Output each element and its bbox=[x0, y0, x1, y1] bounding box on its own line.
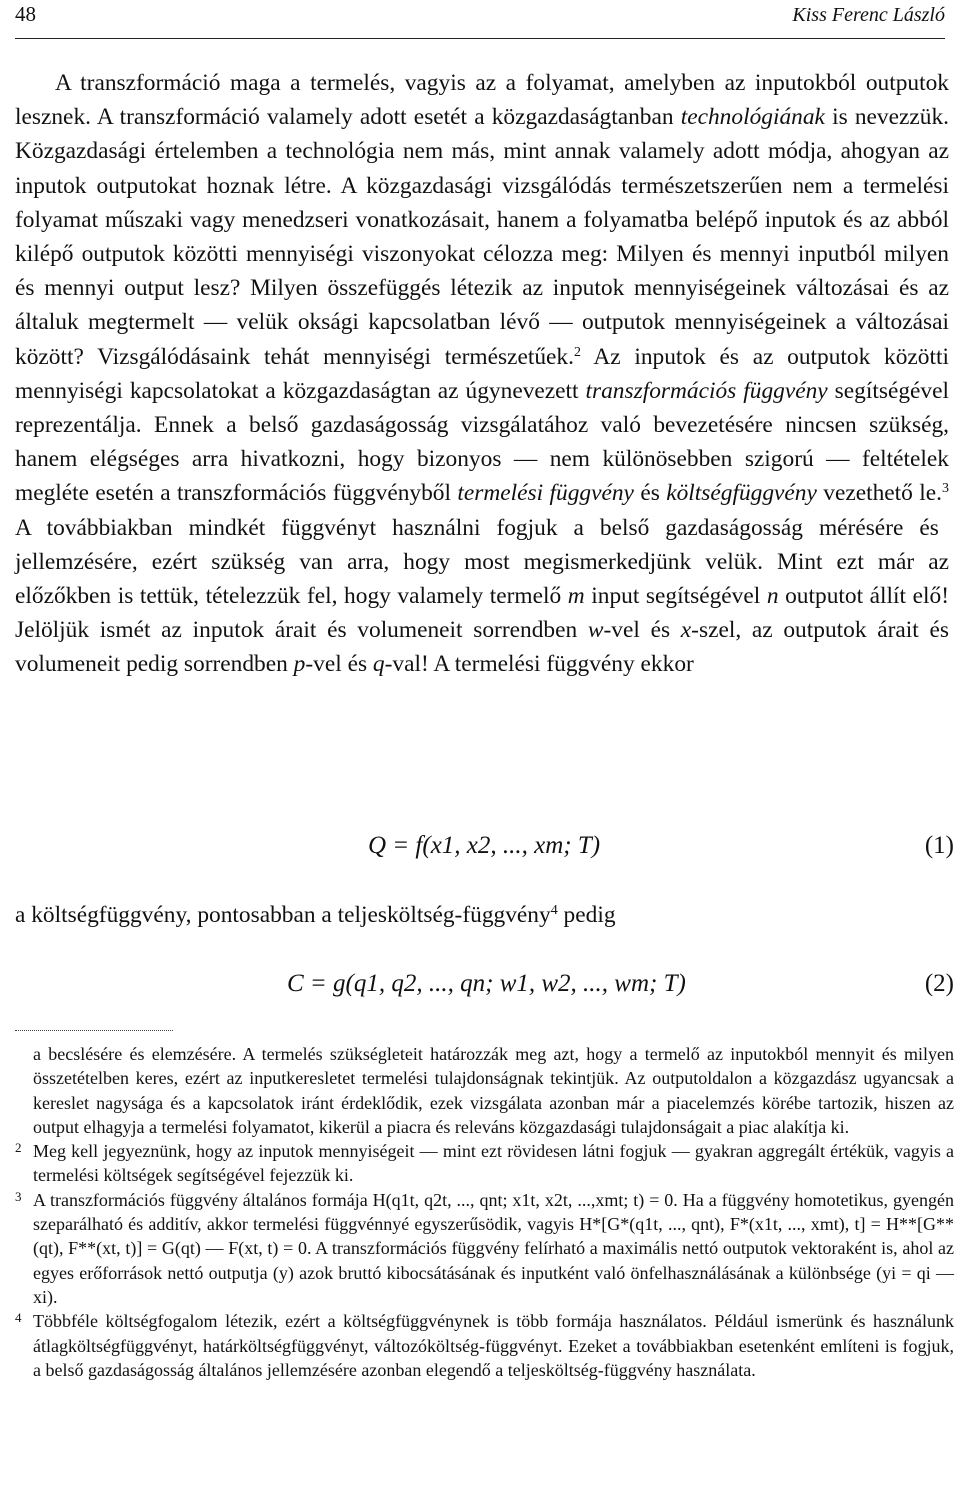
footnote-2 bbox=[15, 1139, 954, 1188]
interequation-text bbox=[15, 902, 949, 929]
paragraph bbox=[15, 66, 949, 682]
footnote-text: Többféle költségfogalom létezik, ezért a költségfüggvénynek is több formája használatos. Például ismerünk és használunk átlagköltségfüggvényt, határköltségfüggvényt, változóköltség-függvényt. Ezeket a továbbiakban esetenként említeni is fogjuk, a belső gazdaságosság általános jellemzésére azonban elegendő a teljesköltség-függvény használata. bbox=[33, 1311, 954, 1380]
equation-1 bbox=[15, 832, 954, 872]
italic-symbol: m bbox=[567, 583, 585, 610]
running-header bbox=[15, 0, 945, 39]
text-run: -szel, az outputok árait és volumeneit pedig sorrendben bbox=[15, 617, 949, 678]
text-run: a költségfüggvény, pontosabban a teljesköltség-függvény bbox=[15, 902, 551, 928]
footnote-mark: 2 bbox=[15, 1140, 22, 1156]
text-run: A továbbiakban mindkét függvényt használni fogjuk a belső gazdaságosság mérésére és jellemzésére, ezért szükség van arra, hogy most megismerkedjünk velük. Mint ezt már az előzőkben is tettük, tételezzük fel, hogy valamely termelő bbox=[15, 514, 949, 610]
equation-expression: C = g(q1, q2, ..., qn; w1, w2, ..., wm; T) bbox=[287, 970, 686, 997]
footnote-ref[interactable]: 2 bbox=[573, 344, 581, 360]
italic-symbol: w bbox=[587, 617, 604, 644]
equation-2 bbox=[15, 970, 954, 1010]
footnote-continuation bbox=[15, 1042, 954, 1139]
text-run: A transzformációs függvény általános formája H(q1t, q2t, ..., qnt; x1t, x2t, ...,xmt; t) = 0. Ha a függvény homotetikus, gyengén szeparálható és additív, akkor termelési függvénnyé egyszerűsödik, vagyis H*[G*(q1t, ..., qnt), F*(x1t, ..., xmt), t] = H**[G**(qt), F**(xt, t)] = G(qt) — F(xt, t) = 0. bbox=[33, 1189, 954, 1259]
italic-term: transzformációs függvény bbox=[585, 377, 828, 404]
italic-symbol: q bbox=[372, 651, 385, 678]
running-author: Kiss Ferenc László bbox=[792, 4, 945, 26]
footnotes bbox=[15, 1042, 954, 1382]
footnote-mark: 3 bbox=[15, 1188, 22, 1204]
footnote-4 bbox=[15, 1309, 954, 1382]
text-run: Az inputok és az outputok közötti mennyiségi kapcsolatokat a közgazdaságtan az úgynevezett bbox=[15, 343, 949, 404]
footnote-ref[interactable]: 4 bbox=[550, 903, 558, 918]
text-run: és bbox=[633, 480, 667, 507]
footnote-mark: 4 bbox=[15, 1310, 22, 1326]
text-run: vezethető le. bbox=[816, 480, 942, 507]
italic-symbol: p bbox=[293, 651, 306, 678]
italic-symbol: x bbox=[680, 617, 692, 644]
text-run: input segítségével bbox=[584, 583, 767, 610]
equation-expression: Q = f(x1, x2, ..., xm; T) bbox=[368, 832, 601, 859]
footnote-rule bbox=[15, 1030, 173, 1031]
footnote-text bbox=[15, 1188, 954, 1309]
page-number: 48 bbox=[15, 2, 36, 26]
text-run: outputot állít elő! Jelöljük ismét az inputok árait és volumeneit sorrendben bbox=[15, 583, 949, 644]
footnote-3 bbox=[15, 1188, 954, 1309]
footnote-ref[interactable]: 3 bbox=[941, 481, 949, 497]
footnote-text: Meg kell jegyeznünk, hogy az inputok mennyiségeit — mint ezt rövidesen látni fogjuk — gyakran aggregált értékük, vagyis a termelési költségek segítségével fejezzük ki. bbox=[33, 1141, 954, 1186]
text-run: -vel és bbox=[305, 651, 373, 678]
text-run: -vel és bbox=[603, 617, 681, 644]
equation-number: (2) bbox=[924, 970, 954, 997]
text-run: A transzformációs függvény felírható a maximális nettó outputok vektoraként is, ahol az egyes erőforrások nettó outputja (y) azok bruttó kibocsátásának és inputként való önfelhasználásának a különbsége (yi = qi — xi). bbox=[33, 1238, 955, 1307]
italic-symbol: n bbox=[766, 583, 779, 610]
text-run: pedig bbox=[557, 902, 616, 928]
footnote-text: a becslésére és elemzésére. A termelés szükségleteit határozzák meg azt, hogy a termelő az inputokból mennyit és milyen összetételben keres, ezért az inputkeresletet termelési tulajdonságnak tekintjük. Az outputoldalon a közgazdász ugyancsak a kereslet nagysága és a kapcsolatok iránt érdeklődik, ezek vizsgálata azonban már a piacelemzés körébe tartozik, hiszen az output elhagyja a termelési folyamatot, kikerül a piacra és releváns közgazdasági tulajdonságait a piac alakítja ki. bbox=[33, 1044, 954, 1137]
italic-term: termelési függvény bbox=[457, 480, 634, 507]
text-run: is nevezzük. Közgazdasági értelemben a technológia nem más, mint annak valamely adott módja, ahogyan az inputok outputokat hoznak létre. A közgazdasági vizsgálódás természetszerűen nem a termelési folyamat műszaki vagy menedzseri vonatkozásait, hanem a folyamatba belépő inputok és az abból kilépő outputok közötti mennyiségi viszonyokat célozza meg: Milyen és mennyi inputból milyen és mennyi output lesz? Milyen összefüggés létezik az inputok mennyiségeinek változásai és az általuk megtermelt — velük oksági kapcsolatban lévő — outputok mennyiségeinek a változásai között? Vizsgálódásaink tehát mennyiségi természetűek. bbox=[15, 104, 949, 370]
italic-term: költségfüggvény bbox=[666, 480, 817, 507]
text-run: -val! A termelési függvény ekkor bbox=[384, 651, 694, 678]
body-text bbox=[15, 66, 949, 682]
text-run: segítségével reprezentálja. Ennek a belső gazdaságosság vizsgálatához való bevezetésére nincsen szükség, hanem elégséges arra hivatkozni, hogy bizonyos — nem különösebben szigorú — feltételek megléte esetén a transzformációs függvényből bbox=[15, 377, 949, 507]
equation-number: (1) bbox=[924, 832, 954, 859]
italic-term: technológiának bbox=[680, 104, 825, 131]
text-run: A transzformáció maga a termelés, vagyis az a folyamat, amelyben az inputokból outputok lesznek. A transzformáció valamely adott esetét a közgazdaságtanban bbox=[15, 70, 949, 131]
